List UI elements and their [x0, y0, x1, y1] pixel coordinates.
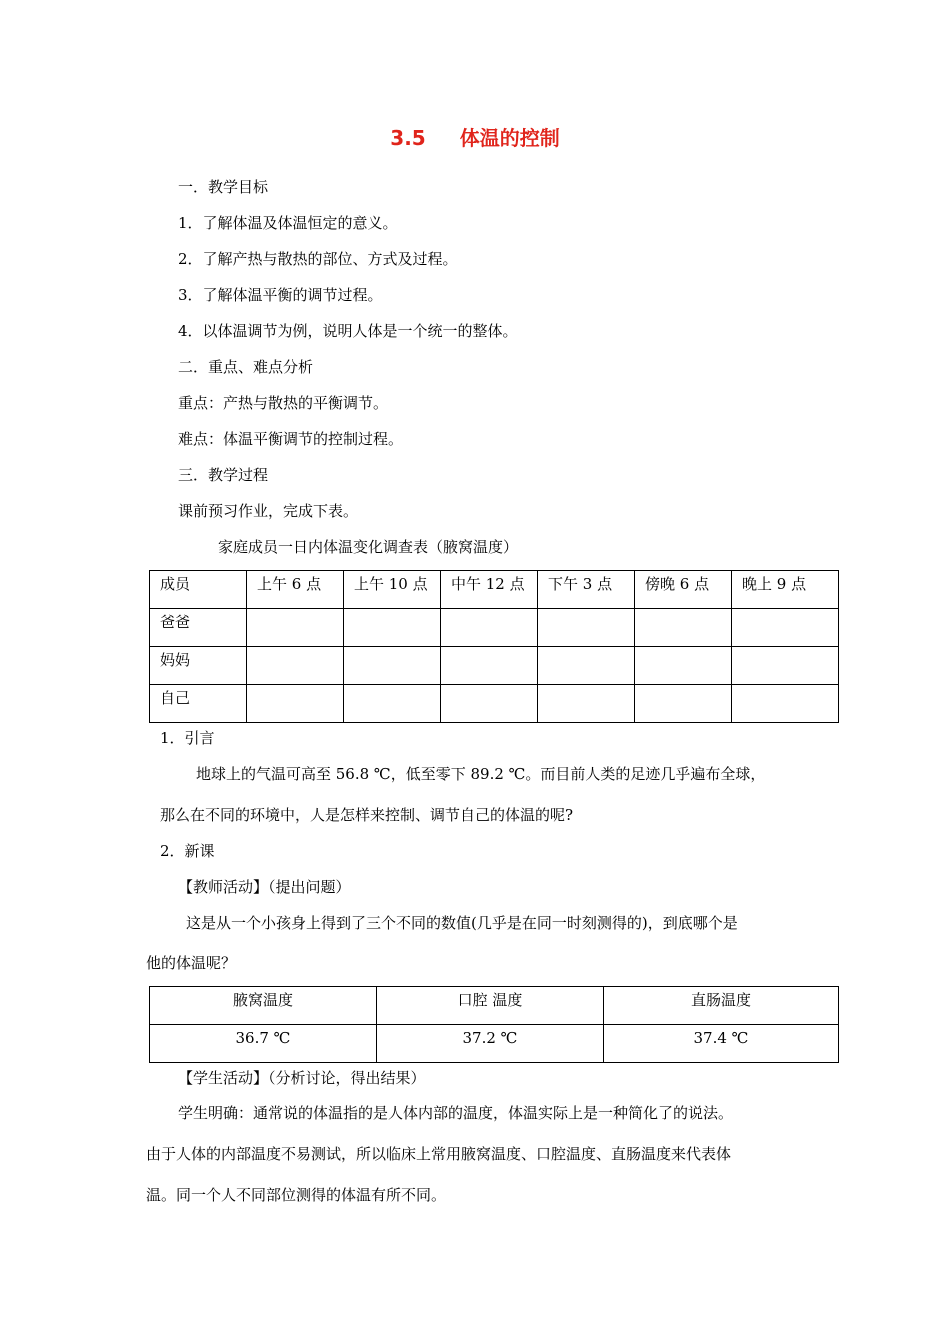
new-lesson-heading: 2．新课 — [160, 842, 215, 860]
key-point: 重点：产热与散热的平衡调节。 — [178, 394, 389, 412]
empty-cell — [538, 685, 635, 723]
header-cell: 晚上 9 点 — [732, 571, 839, 609]
empty-cell — [635, 647, 732, 685]
header-cell: 下午 3 点 — [538, 571, 635, 609]
empty-cell — [538, 609, 635, 647]
section-heading-process: 三．教学过程 — [178, 466, 269, 484]
student-paragraph-line: 由于人体的内部温度不易测试，所以临床上常用腋窝温度、口腔温度、直肠温度来代表体 — [146, 1145, 732, 1163]
temperature-survey-table — [149, 570, 839, 723]
empty-cell — [247, 685, 344, 723]
empty-cell — [247, 647, 344, 685]
student-paragraph-line: 学生明确：通常说的体温指的是人体内部的温度，体温实际上是一种简化了的说法。 — [178, 1104, 734, 1122]
header-cell: 上午 10 点 — [344, 571, 441, 609]
section-heading-objectives: 一．教学目标 — [178, 178, 269, 196]
empty-cell — [441, 647, 538, 685]
row-label: 妈妈 — [150, 647, 247, 685]
empty-cell — [247, 609, 344, 647]
row-label: 爸爸 — [150, 609, 247, 647]
empty-cell — [635, 609, 732, 647]
empty-cell — [344, 685, 441, 723]
body-temperature-table — [149, 986, 839, 1063]
objective-item: 3．了解体温平衡的调节过程。 — [178, 286, 383, 304]
section-heading-keypoints: 二．重点、难点分析 — [178, 358, 314, 376]
intro-paragraph-line: 那么在不同的环境中，人是怎样来控制、调节自己的体温的呢? — [160, 806, 574, 824]
title-text: 体温的控制 — [459, 126, 560, 150]
empty-cell — [732, 609, 839, 647]
section-number: 3.5 — [390, 126, 426, 150]
teacher-activity: 【教师活动】（提出问题） — [178, 878, 351, 896]
intro-paragraph-line: 地球上的气温可高至 56.8 ℃，低至零下 89.2 ℃。而目前人类的足迹几乎遍布全球， — [196, 765, 766, 783]
table-row — [150, 685, 839, 723]
objective-item: 1．了解体温及体温恒定的意义。 — [178, 214, 398, 232]
empty-cell — [538, 647, 635, 685]
value-cell: 37.4 ℃ — [604, 1025, 839, 1063]
value-cell: 37.2 ℃ — [377, 1025, 604, 1063]
header-cell: 口腔 温度 — [377, 987, 604, 1025]
objective-item: 2．了解产热与散热的部位、方式及过程。 — [178, 250, 458, 268]
preview-instruction: 课前预习作业，完成下表。 — [178, 502, 359, 520]
header-cell: 腋窝温度 — [150, 987, 377, 1025]
table-header-row — [150, 987, 839, 1025]
question-line: 他的体温呢？ — [146, 954, 237, 972]
table-header-row — [150, 571, 839, 609]
student-paragraph-line: 温。同一个人不同部位测得的体温有所不同。 — [146, 1186, 447, 1204]
intro-heading: 1．引言 — [160, 729, 215, 747]
table-caption: 家庭成员一日内体温变化调查表（腋窝温度） — [218, 538, 519, 556]
difficulty-point: 难点：体温平衡调节的控制过程。 — [178, 430, 404, 448]
question-line: 这是从一个小孩身上得到了三个不同的数值(几乎是在同一时刻测得的)，到底哪个是 — [186, 914, 738, 932]
table-row — [150, 609, 839, 647]
student-activity: 【学生活动】（分析讨论，得出结果） — [178, 1069, 426, 1087]
page-title — [0, 125, 950, 151]
header-cell: 成员 — [150, 571, 247, 609]
header-cell: 中午 12 点 — [441, 571, 538, 609]
empty-cell — [344, 647, 441, 685]
empty-cell — [635, 685, 732, 723]
objective-item: 4．以体温调节为例，说明人体是一个统一的整体。 — [178, 322, 518, 340]
header-cell: 傍晚 6 点 — [635, 571, 732, 609]
empty-cell — [344, 609, 441, 647]
row-label: 自己 — [150, 685, 247, 723]
empty-cell — [732, 647, 839, 685]
header-cell: 直肠温度 — [604, 987, 839, 1025]
header-cell: 上午 6 点 — [247, 571, 344, 609]
value-cell: 36.7 ℃ — [150, 1025, 377, 1063]
table-row — [150, 1025, 839, 1063]
empty-cell — [441, 609, 538, 647]
table-row — [150, 647, 839, 685]
empty-cell — [441, 685, 538, 723]
empty-cell — [732, 685, 839, 723]
